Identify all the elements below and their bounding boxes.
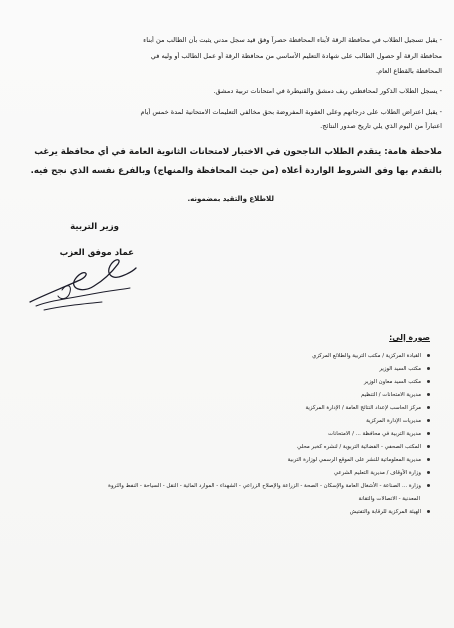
paragraph-line: - يقبل اعتراض الطلاب على درجاتهم وعلى العقوبة المفروضة بحق مخالفي التعليمات الامتحانية لمدة خمس أيام xyxy=(140,108,442,116)
paragraph-line: اعتباراً من اليوم الذي يلي تاريخ صدور النتائج. xyxy=(320,122,442,130)
cc-heading: صورة إلى: xyxy=(389,333,430,342)
paragraph-line: - يقبل تسجيل الطلاب في محافظة الرقة لأبناء المحافظة حصراً وفق قيد سجل مدني يثبت بأن الطالب من أبناء xyxy=(143,36,442,44)
bullet-icon xyxy=(427,445,430,448)
cc-list-item: وزارة ... الصناعة - الأشغال العامة والإسكان - الصحة - الزراعة والإصلاح الزراعي - الشهداء - الموارد المائية - النقل - السياحة - النفط والثروة xyxy=(6,482,430,490)
bullet-icon xyxy=(427,432,430,435)
bullet-icon xyxy=(427,510,430,513)
important-note-line: بالتقدم بها وفق الشروط الواردة أعلاه (من حيث المحافظة والمنهاج) وبالفرع نفسه الذي نجح فيه. xyxy=(30,166,442,176)
paragraph-line: - يسجل الطلاب الذكور لمحافظتي ريف دمشق والقنيطرة في امتحانات تربية دمشق. xyxy=(213,87,442,95)
bullet-icon xyxy=(427,393,430,396)
bullet-icon xyxy=(427,419,430,422)
cc-list-item-continuation: المعدنية - الاتصالات والتقانة xyxy=(358,496,420,502)
bullet-icon xyxy=(427,484,430,487)
cc-list-item: وزارة الأوقاف / مديرية التعليم الشرعي xyxy=(6,469,430,477)
bullet-icon xyxy=(427,458,430,461)
handwritten-signature-icon xyxy=(22,250,142,315)
important-note-line: ملاحظة هامة: يتقدم الطلاب الناجحون في الاختبار لامتحانات الثانوية العامة في أي محافظة يرغب xyxy=(34,147,442,157)
closing-line: للاطلاع والتقيد بمضمونه. xyxy=(187,195,274,203)
bullet-icon xyxy=(427,406,430,409)
cc-list-item: مركز الحاسب لإعداد النتائج العامة / الإدارة المركزية xyxy=(6,404,430,412)
cc-list-item: مكتب السيد معاون الوزير xyxy=(6,378,430,386)
paragraph-line: المحافظة بالقطاع العام. xyxy=(376,67,442,75)
cc-list-item: المكتب الصحفي - الفضائية التربوية / لنشره كخبر محلي xyxy=(6,443,430,451)
cc-list-item: مديرية الامتحانات / التنظيم xyxy=(6,391,430,399)
cc-list-item: مديرية المعلوماتية للنشر على الموقع الرسمي لوزارة التربية xyxy=(6,456,430,464)
cc-list-item: القيادة المركزية / مكتب التربية والطلائع المركزي xyxy=(6,352,430,360)
bullet-icon xyxy=(427,367,430,370)
cc-list-item: مديريات الإدارة المركزية xyxy=(6,417,430,425)
bullet-icon xyxy=(427,471,430,474)
paragraph-line: محافظة الرقة أو حصول الطالب على شهادة التعليم الأساسي من محافظة الرقة أو عمل الطالب أو وليه في xyxy=(150,52,442,60)
signature-title xyxy=(0,214,119,233)
bullet-icon xyxy=(427,380,430,383)
cc-list-item: الهيئة المركزية للرقابة والتفتيش xyxy=(6,508,430,516)
minister-name: عماد موفق العزب xyxy=(59,248,134,258)
cc-list-item: مديرية التربية في محافظة ... / الامتحانات xyxy=(6,430,430,438)
minister-title: وزير التربية xyxy=(70,222,119,232)
cc-list-item: مكتب السيد الوزير xyxy=(6,365,430,373)
bullet-icon xyxy=(427,354,430,357)
